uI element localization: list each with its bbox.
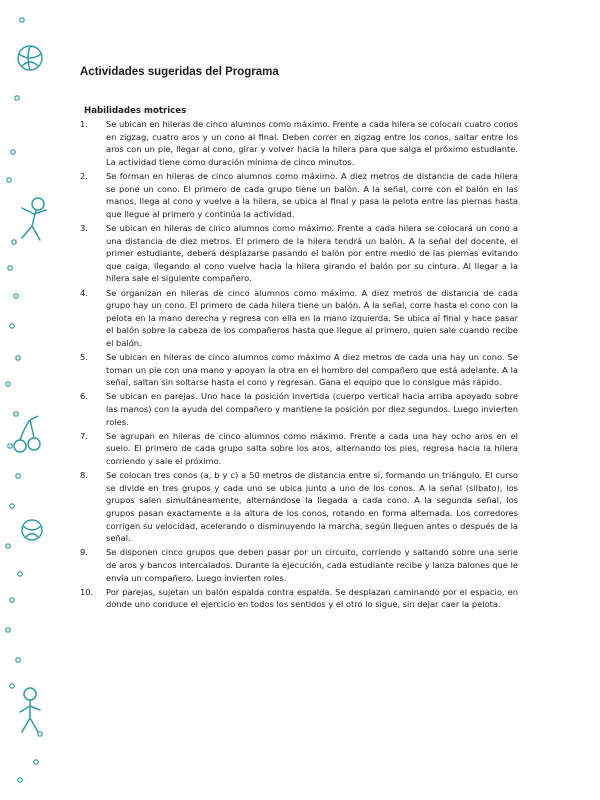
list-item (80, 287, 518, 350)
list-item-number: 4. (80, 287, 88, 298)
activity-list (80, 118, 518, 613)
list-item-text: Por parejas, sujetan un balón espalda contra espalda. Se desplazan caminando por el espacio, en donde uno conduce el ejercicio en todos los sentidos y el otro lo sigue, sin dejar caer la pelota. (106, 586, 518, 610)
list-item (80, 469, 518, 545)
list-item-number: 8. (80, 470, 88, 481)
page-title: Actividades sugeridas del Programa (80, 66, 279, 78)
list-item-number: 6. (80, 391, 88, 402)
list-item (80, 170, 518, 220)
child-running-icon (20, 688, 40, 732)
list-item (80, 118, 518, 168)
dot-trail (6, 18, 42, 782)
list-item-text: Se colocan tres conos (a, b y c) a 50 metros de distancia entre sí, formando un triángulo. El curso se divide en tres grupos y cada uno se ubica junto a uno de los conos. A la señal (silbato), los grupos salen simultáneamente, alternándose la llegada a cada cono. A la segunda señal, los grupos pasan exactamente a la altura de los conos, rotando en forma alternada. Los corredores corrigen su velocidad, acelerando o disminuyendo la marcha, según lleguen antes o después de la señal. (106, 470, 518, 544)
list-item-text: Se ubican en hileras de cinco alumnos como máximo. Frente a cada hilera se colocará un cono a una distancia de diez metros. El primero de la hilera tendrá un balón. A la señal del docente, el primer estudiante, deberá desplazarse pasando el balón por entre medio de las piernas evitando que caiga, llegando al cono vuelve hacia la hilera girando el balón por su cintura. Al llegar a la hilera sale el siguiente compañero. (106, 222, 518, 284)
list-item-text: Se ubican en hileras de cinco alumnos como máximo A diez metros de cada una hay un cono. Se toman un pie con una mano y apoyan la otra en el hombro del compañero que está adelante. A la señal, saltan sin soltarse hasta el cono y regresan. Gana el equipo que lo consigue más rápido. (106, 352, 518, 388)
list-item (80, 390, 518, 428)
list-item (80, 222, 518, 285)
child-jumping-icon (22, 198, 46, 240)
list-item-text: Se agrupan en hileras de cinco alumnos como máximo. Frente a cada una hay ocho aros en el suelo. El primero de cada grupo salta sobre los aros, alternando los pies, regresa hacia la hilera corriendo y sale el próximo. (106, 430, 518, 466)
list-item-number: 10. (80, 586, 94, 597)
list-item (80, 351, 518, 389)
cherries-icon (14, 416, 40, 452)
ball-icon (22, 520, 42, 540)
list-item-number: 2. (80, 170, 88, 181)
list-item-number: 7. (80, 430, 88, 441)
list-item-text: Se ubican en parejas. Uno hace la posición invertida (cuerpo vertical hacia arriba apoyado sobre las manos) con la ayuda del compañero y mantiene la posición por diez segundos. Luego invierten roles. (106, 391, 518, 427)
list-item (80, 430, 518, 468)
list-item (80, 546, 518, 584)
list-item-text: Se ubican en hileras de cinco alumnos como máximo. Frente a cada hilera se colocan cuatro conos en zigzag, cuatro aros y un cono al final. Deben correr en zigzag entre los conos, saltar entre los aros con un pie, llegar al cono, girar y volver hacia la hilera para que salga el próximo estudiante. La actividad tiene como duración mínima de cinco minutos. (106, 119, 518, 167)
list-item (80, 586, 518, 611)
list-item-number: 3. (80, 222, 88, 233)
list-item-text: Se disponen cinco grupos que deben pasar por un circuito, corriendo y saltando sobre una serie de aros y bancos intercalados. Durante la ejecución, cada estudiante recibe y lanza balones que le envía un compañero. Luego invierten roles. (106, 547, 518, 583)
section-title: Habilidades motrices (84, 106, 187, 116)
list-item-number: 9. (80, 547, 88, 558)
list-item-number: 5. (80, 352, 88, 363)
list-item-number: 1. (80, 119, 88, 129)
margin-decoration (0, 0, 60, 800)
list-item-text: Se organizan en hileras de cinco alumnos como máximo. A diez metros de distancia de cada grupo hay un cono. El primero de cada hilera tiene un balón. A la señal, corre hasta el cono con la pelota en la mano derecha y regresa con ella en la mano izquierda. Se ubica al final y hace pasar el balón sobre la cabeza de los compañeros hasta que llegue al primero, quien sale cuando recibe el balón. (106, 287, 518, 348)
ball-icon (18, 46, 42, 70)
list-item-text: Se forman en hileras de cinco alumnos como máximo. A diez metros de distancia de cada hilera se pone un cono. El primero de cada grupo tiene un balón. A la señal, corre con el balón en las manos, llega al cono y vuelve a la hilera, se ubica al final y pasa la pelota entre las piernas hasta que llegue al primero y continúa la actividad. (106, 170, 518, 219)
